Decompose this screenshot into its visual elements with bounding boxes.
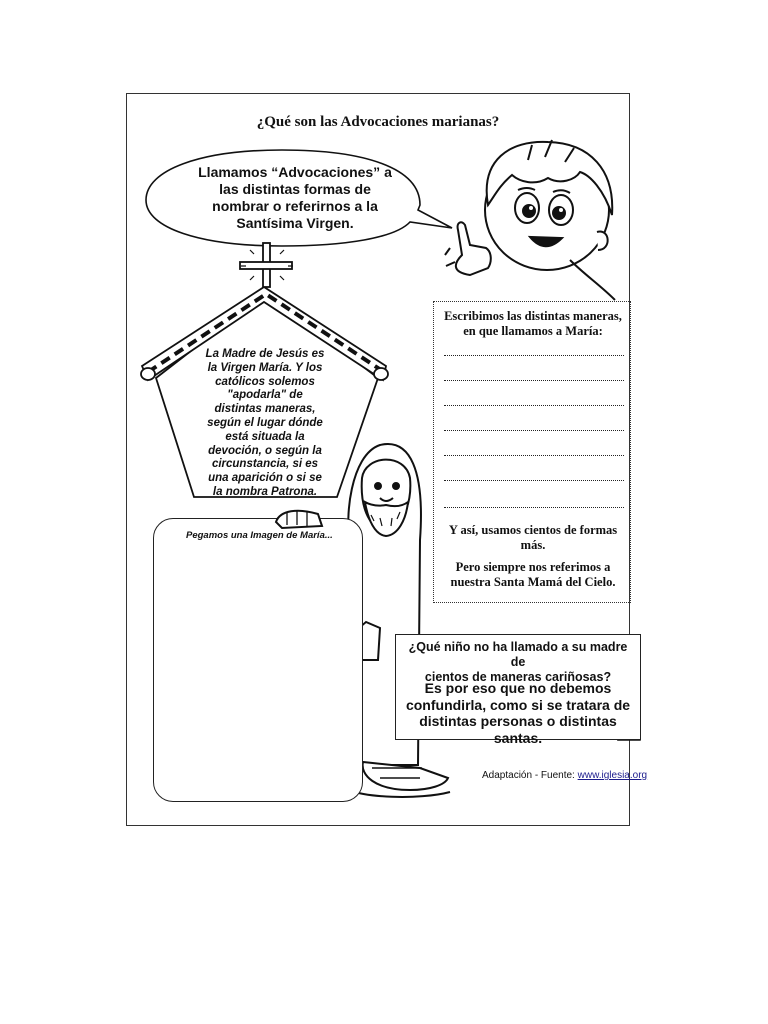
heading-line: Escribimos las distintas maneras,	[444, 309, 622, 323]
page-title: ¿Qué son las Advocaciones marianas?	[256, 114, 500, 130]
chapel-line: católicos solemos	[215, 375, 315, 388]
question-line: cientos de maneras cariñosas?	[424, 670, 612, 684]
bubble-line: las distintas formas de	[219, 181, 371, 197]
chapel-line: la nombra Patrona.	[212, 485, 318, 498]
chapel-line: está situada la	[225, 430, 305, 443]
question-line: ¿Qué niño no ha llamado a su madre de	[408, 640, 628, 669]
chapel-line: circunstancia, si es	[211, 458, 319, 471]
bubble-line: Santísima Virgen.	[236, 215, 354, 231]
picture-label: Pegamos una Imagen de María...	[186, 530, 333, 541]
chapel-line: distintas maneras,	[214, 403, 316, 416]
heading-line: en que llamamos a María:	[463, 324, 603, 338]
writing-line-2[interactable]	[444, 380, 624, 381]
writing-line-4[interactable]	[444, 430, 624, 431]
writing-line-7[interactable]	[444, 507, 624, 508]
chapel-line: una aparición o si se	[208, 472, 322, 485]
speech-bubble-text	[170, 164, 420, 232]
more-line: Y así, usamos cientos de formas	[448, 523, 618, 537]
more-forms-text	[436, 523, 630, 553]
boy-pointing-drawing	[445, 140, 615, 300]
chapel-line: "apodarla" de	[227, 389, 303, 402]
chapel-line: La Madre de Jesús es	[205, 348, 325, 360]
refer-line: nuestra Santa Mamá del Cielo.	[450, 575, 616, 589]
note-answer	[398, 680, 638, 746]
chapel-line: la Virgen María. Y los	[207, 361, 323, 374]
chapel-line: devoción, o según la	[208, 444, 322, 457]
chapel-text	[183, 348, 347, 500]
writing-line-6[interactable]	[444, 480, 624, 481]
refer-line: Pero siempre nos referimos a	[455, 560, 611, 574]
writing-line-5[interactable]	[444, 455, 624, 456]
answer-line: distintas personas o distintas santas.	[419, 713, 617, 746]
writing-box-heading	[436, 309, 630, 339]
chapel-line: según el lugar dónde	[207, 416, 323, 429]
note-question	[400, 640, 636, 685]
writing-line-1[interactable]	[444, 355, 624, 356]
more-line: más.	[520, 538, 546, 552]
bubble-line: nombrar o referirnos a la	[212, 198, 378, 214]
bubble-line: Llamamos “Advocaciones” a	[198, 164, 392, 180]
source-link[interactable]: www.iglesia.org	[577, 770, 648, 781]
answer-line: confundirla, como si se tratara de	[405, 696, 631, 713]
picture-paste-area[interactable]	[153, 518, 363, 802]
credit-prefix: Adaptación - Fuente:	[482, 770, 578, 781]
refer-text	[436, 560, 630, 590]
answer-line: Es por eso que no debemos	[424, 680, 612, 696]
source-credit	[482, 770, 647, 781]
writing-box	[433, 301, 631, 603]
writing-line-3[interactable]	[444, 405, 624, 406]
